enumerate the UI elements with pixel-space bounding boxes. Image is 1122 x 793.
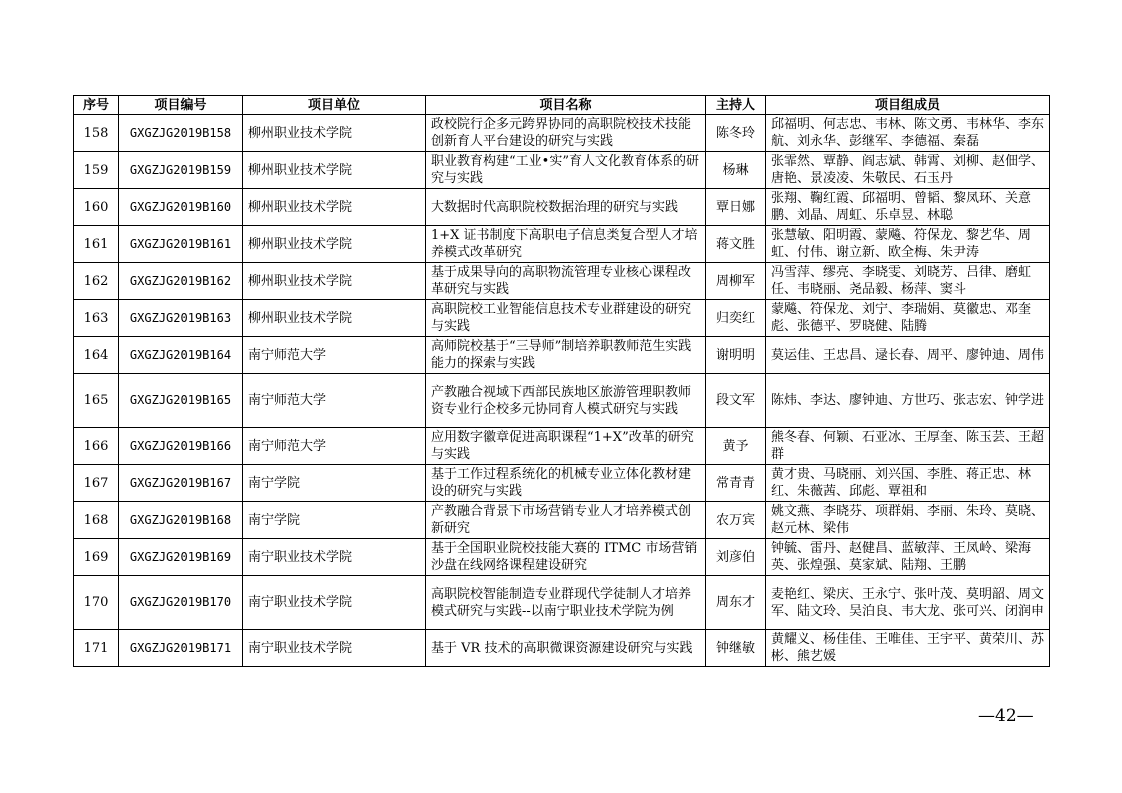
- cell-members: 麦艳红、梁庆、王永宁、张叶茂、莫明韶、周文军、陆文玲、吴泊良、韦大龙、张可兴、闭润申: [766, 576, 1050, 630]
- cell-code: GXGZJG2019B161: [119, 226, 243, 263]
- cell-name: 基于工作过程系统化的机械专业立体化教材建设的研究与实践: [426, 465, 706, 502]
- cell-name: 基于成果导向的高职物流管理专业核心课程改革研究与实践: [426, 263, 706, 300]
- cell-name: 高职院校工业智能信息技术专业群建设的研究与实践: [426, 300, 706, 337]
- cell-name: 应用数字徽章促进高职课程“1+X”改革的研究与实践: [426, 428, 706, 465]
- cell-code: GXGZJG2019B171: [119, 630, 243, 667]
- cell-no: 158: [74, 115, 119, 152]
- table-row: [74, 226, 1050, 263]
- page-number: —42—: [978, 706, 1034, 726]
- table-header-row: [74, 96, 1050, 115]
- cell-no: 164: [74, 337, 119, 374]
- cell-host: 段文军: [706, 374, 766, 428]
- cell-host: 谢明明: [706, 337, 766, 374]
- cell-unit: 南宁师范大学: [243, 428, 426, 465]
- cell-code: GXGZJG2019B159: [119, 152, 243, 189]
- cell-code: GXGZJG2019B162: [119, 263, 243, 300]
- table-row: [74, 502, 1050, 539]
- table-row: [74, 337, 1050, 374]
- cell-host: 常青青: [706, 465, 766, 502]
- cell-name: 职业教育构建“工业•实”育人文化教育体系的研究与实践: [426, 152, 706, 189]
- cell-unit: 柳州职业技术学院: [243, 263, 426, 300]
- cell-no: 160: [74, 189, 119, 226]
- cell-host: 蒋文胜: [706, 226, 766, 263]
- cell-no: 171: [74, 630, 119, 667]
- table-row: [74, 189, 1050, 226]
- cell-code: GXGZJG2019B166: [119, 428, 243, 465]
- cell-code: GXGZJG2019B164: [119, 337, 243, 374]
- cell-members: 冯雪萍、缪亮、李晓雯、刘晓芳、吕律、磨虹任、韦晓丽、尧品毅、杨萍、窦斗: [766, 263, 1050, 300]
- cell-members: 黄才贵、马晓丽、刘兴国、李胜、蒋正忠、林红、朱薇茜、邱彪、覃祖和: [766, 465, 1050, 502]
- table-row: [74, 152, 1050, 189]
- cell-unit: 南宁职业技术学院: [243, 630, 426, 667]
- cell-members: 陈炜、李达、廖钟迪、方世巧、张志宏、钟学进: [766, 374, 1050, 428]
- cell-members: 张霏然、覃静、阎志斌、韩霄、刘柳、赵佃学、唐艳、景凌凌、朱敬民、石玉丹: [766, 152, 1050, 189]
- table-row: [74, 300, 1050, 337]
- cell-code: GXGZJG2019B167: [119, 465, 243, 502]
- cell-code: GXGZJG2019B158: [119, 115, 243, 152]
- table-row: [74, 428, 1050, 465]
- cell-unit: 南宁学院: [243, 465, 426, 502]
- cell-members: 蒙飚、符保龙、刘宁、李瑞娟、莫徽忠、邓奎彪、张德平、罗晓健、陆腾: [766, 300, 1050, 337]
- cell-unit: 南宁职业技术学院: [243, 539, 426, 576]
- cell-members: 黄耀义、杨佳佳、王唯佳、王宇平、黄荣川、苏彬、熊艺媛: [766, 630, 1050, 667]
- cell-name: 高职院校智能制造专业群现代学徒制人才培养模式研究与实践--以南宁职业技术学院为例: [426, 576, 706, 630]
- cell-members: 钟毓、雷丹、赵健昌、蓝敏萍、王凤岭、梁海英、张煌强、莫家斌、陆翔、王鹏: [766, 539, 1050, 576]
- cell-host: 归奕红: [706, 300, 766, 337]
- header-unit: 项目单位: [243, 96, 426, 115]
- table-row: [74, 465, 1050, 502]
- cell-host: 杨琳: [706, 152, 766, 189]
- cell-no: 162: [74, 263, 119, 300]
- cell-host: 钟继敏: [706, 630, 766, 667]
- table-row: [74, 263, 1050, 300]
- table-row: [74, 374, 1050, 428]
- cell-unit: 南宁职业技术学院: [243, 576, 426, 630]
- cell-code: GXGZJG2019B165: [119, 374, 243, 428]
- cell-unit: 柳州职业技术学院: [243, 115, 426, 152]
- cell-members: 姚文燕、李晓芬、项群娟、李丽、朱玲、莫晓、赵元林、梁伟: [766, 502, 1050, 539]
- cell-unit: 南宁学院: [243, 502, 426, 539]
- table-row: [74, 115, 1050, 152]
- cell-unit: 柳州职业技术学院: [243, 226, 426, 263]
- projects-table: [73, 95, 1050, 667]
- cell-name: 政校院行企多元跨界协同的高职院校技术技能创新育人平台建设的研究与实践: [426, 115, 706, 152]
- cell-code: GXGZJG2019B160: [119, 189, 243, 226]
- cell-host: 周柳军: [706, 263, 766, 300]
- cell-no: 163: [74, 300, 119, 337]
- header-no: 序号: [74, 96, 119, 115]
- header-code: 项目编号: [119, 96, 243, 115]
- cell-name: 1+X 证书制度下高职电子信息类复合型人才培养模式改革研究: [426, 226, 706, 263]
- cell-name: 高师院校基于“三导师”制培养职教师范生实践能力的探索与实践: [426, 337, 706, 374]
- cell-code: GXGZJG2019B170: [119, 576, 243, 630]
- cell-code: GXGZJG2019B169: [119, 539, 243, 576]
- cell-host: 周东才: [706, 576, 766, 630]
- cell-host: 刘彦伯: [706, 539, 766, 576]
- cell-no: 168: [74, 502, 119, 539]
- cell-no: 165: [74, 374, 119, 428]
- cell-no: 167: [74, 465, 119, 502]
- cell-host: 陈冬玲: [706, 115, 766, 152]
- cell-no: 159: [74, 152, 119, 189]
- cell-members: 莫运佳、王忠昌、逯长春、周平、廖钟迪、周伟: [766, 337, 1050, 374]
- cell-unit: 柳州职业技术学院: [243, 189, 426, 226]
- cell-name: 产教融合背景下市场营销专业人才培养模式创新研究: [426, 502, 706, 539]
- cell-members: 邱福明、何志忠、韦林、陈文勇、韦林华、李东航、刘永华、彭继军、李德福、秦磊: [766, 115, 1050, 152]
- cell-code: GXGZJG2019B168: [119, 502, 243, 539]
- cell-unit: 柳州职业技术学院: [243, 152, 426, 189]
- header-host: 主持人: [706, 96, 766, 115]
- table-row: [74, 630, 1050, 667]
- cell-unit: 南宁师范大学: [243, 337, 426, 374]
- cell-host: 黄予: [706, 428, 766, 465]
- cell-unit: 南宁师范大学: [243, 374, 426, 428]
- cell-name: 大数据时代高职院校数据治理的研究与实践: [426, 189, 706, 226]
- cell-name: 基于全国职业院校技能大赛的 ITMC 市场营销沙盘在线网络课程建设研究: [426, 539, 706, 576]
- header-members: 项目组成员: [766, 96, 1050, 115]
- table-row: [74, 576, 1050, 630]
- cell-host: 农万宾: [706, 502, 766, 539]
- cell-name: 产教融合视域下西部民族地区旅游管理职教师资专业行企校多元协同育人模式研究与实践: [426, 374, 706, 428]
- cell-members: 张慧敏、阳明霞、蒙飚、符保龙、黎艺华、周虹、付伟、谢立新、欧全梅、朱尹涛: [766, 226, 1050, 263]
- table-body: [74, 115, 1050, 667]
- cell-no: 161: [74, 226, 119, 263]
- cell-name: 基于 VR 技术的高职微课资源建设研究与实践: [426, 630, 706, 667]
- cell-members: 熊冬春、何颖、石亚冰、王厚奎、陈玉芸、王超群: [766, 428, 1050, 465]
- cell-no: 169: [74, 539, 119, 576]
- cell-no: 170: [74, 576, 119, 630]
- table-row: [74, 539, 1050, 576]
- cell-host: 覃日娜: [706, 189, 766, 226]
- cell-members: 张翔、鞠红霞、邱福明、曾韬、黎凤环、关意鹏、刘晶、周虹、乐卓昱、林聪: [766, 189, 1050, 226]
- cell-code: GXGZJG2019B163: [119, 300, 243, 337]
- cell-unit: 柳州职业技术学院: [243, 300, 426, 337]
- cell-no: 166: [74, 428, 119, 465]
- header-name: 项目名称: [426, 96, 706, 115]
